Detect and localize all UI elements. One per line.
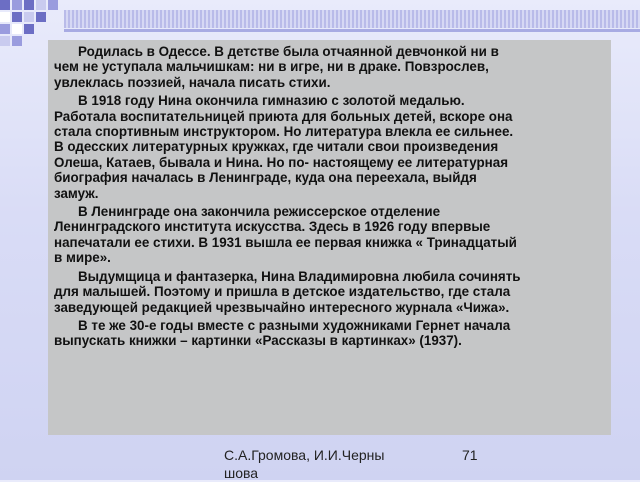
deco-square — [12, 36, 22, 46]
deco-square — [12, 0, 22, 10]
paragraph: Родилась в Одессе. В детстве была отчаянной девчонкой ни в чем не уступала мальчишкам: ни в игре, ни в драке. Повзрослев, увлеклась поэзией, начала писать стихи. — [54, 44, 499, 90]
footer-author: С.А.Громова, И.И.Черны шова — [224, 447, 385, 481]
paragraph: В 1918 году Нина окончила гимназию с золотой медалью. Работала воспитательницей приюта для больных детей, вскоре она стала спортивным инструктором. Но литература влекла ее сильнее. В одесских литературных кружках, где читали свои произведения Олеша, Катаев, бывала и Нина. Но по- настоящему ее литературная биография началась в Ленинграде, куда она переехала, выйдя замуж. — [54, 93, 514, 201]
deco-square — [0, 36, 10, 46]
deco-square — [0, 0, 10, 10]
deco-square — [24, 24, 34, 34]
biography-text — [54, 44, 610, 352]
paragraph: В те же 30-е годы вместе с разными художниками Гернет начала выпускать книжки – картинки «Рассказы в картинках» (1937). — [54, 317, 511, 349]
slide-number: 71 — [462, 447, 478, 463]
deco-square — [12, 12, 22, 22]
deco-square — [36, 0, 46, 10]
deco-square — [24, 0, 34, 10]
deco-square — [12, 24, 22, 34]
deco-square — [48, 0, 58, 10]
deco-square — [0, 24, 10, 34]
deco-square — [0, 12, 10, 22]
paragraph: В Ленинграде она закончила режиссерское отделение Ленинградского института искусства. Здесь в 1926 году впервые напечатали ее стихи. В 1931 вышла ее первая книжка « Тринадцатый в мире». — [54, 204, 517, 266]
deco-square — [36, 12, 46, 22]
paragraph: Выдумщица и фантазерка, Нина Владимировна любила сочинять для малышей. Поэтому и пришла в детское издательство, где стала заведующей редакцией чрезвычайно интересного журнала «Чижа». — [54, 268, 521, 315]
deco-square — [24, 12, 34, 22]
header-stripe — [64, 10, 640, 28]
